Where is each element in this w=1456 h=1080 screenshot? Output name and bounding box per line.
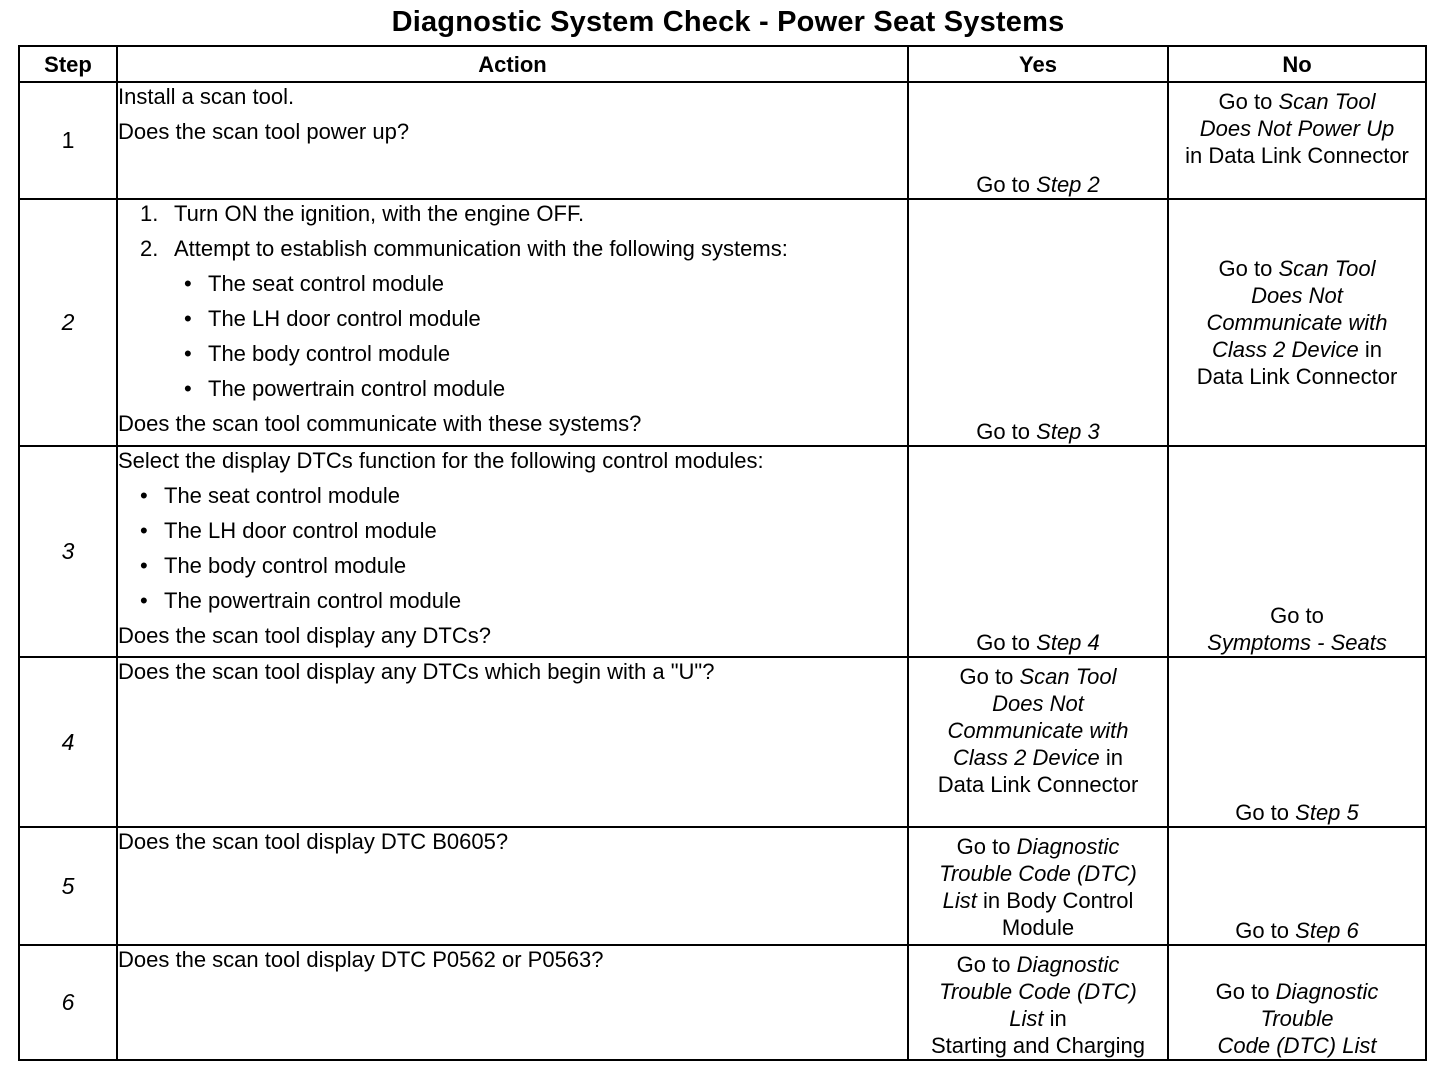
- action-question: Does the scan tool display any DTCs?: [118, 623, 491, 648]
- no-result: Go to Scan Tool: [1218, 256, 1376, 281]
- no-result: Go to: [1270, 603, 1324, 628]
- diagnostic-table: [18, 45, 1427, 1061]
- table-header-row: [19, 46, 1426, 82]
- table-row-step-3: [19, 446, 1426, 657]
- no-link[interactable]: Scan Tool: [1278, 89, 1376, 114]
- action-bullet-item: • The powertrain control module: [140, 588, 462, 613]
- yes-link[interactable]: Does Not: [992, 691, 1084, 716]
- table-row-step-5: [19, 827, 1426, 945]
- no-link[interactable]: Scan Tool: [1278, 256, 1376, 281]
- action-question: Does the scan tool display any DTCs which begin with a "U"?: [118, 659, 715, 684]
- action-question: Does the scan tool communicate with these systems?: [118, 411, 642, 436]
- header-no: No: [1168, 46, 1426, 82]
- yes-link[interactable]: Diagnostic: [1016, 952, 1120, 977]
- no-link[interactable]: Diagnostic: [1275, 979, 1379, 1004]
- action-bullet-item: • The body control module: [184, 341, 451, 366]
- action-instruction: Select the display DTCs function for the following control modules:: [118, 448, 764, 473]
- header-action: Action: [117, 46, 908, 82]
- no-link[interactable]: Step 5: [1295, 800, 1359, 825]
- yes-cell: Go to Diagnostic Trouble Code (DTC) List in Starting and Charging: [908, 945, 1168, 1060]
- action-cell: [117, 82, 908, 199]
- yes-cell: Go to Scan Tool Does Not Communicate with Class 2 Device in Data Link Connector: [908, 657, 1168, 827]
- no-result: Go to Step 5: [1235, 800, 1359, 825]
- no-cell: Go to Scan Tool Does Not Communicate with Class 2 Device in Data Link Connector: [1168, 199, 1426, 446]
- yes-link[interactable]: Step 2: [1036, 172, 1100, 197]
- page-title: Diagnostic System Check - Power Seat Systems: [391, 6, 1065, 38]
- no-location: in Data Link Connector: [1185, 143, 1409, 168]
- yes-location: Data Link Connector: [937, 772, 1139, 797]
- action-question: Does the scan tool power up?: [118, 119, 410, 144]
- step-number: 6: [19, 945, 117, 1060]
- action-bullet-item: • The body control module: [140, 553, 407, 578]
- table-row-step-1: [19, 82, 1426, 199]
- step-number: 2: [19, 199, 117, 446]
- yes-cell: [908, 82, 1168, 199]
- yes-link[interactable]: Step 4: [1036, 630, 1100, 655]
- action-cell: [117, 945, 908, 1060]
- step-number: 3: [19, 446, 117, 657]
- action-numbered-item: 1. Turn ON the ignition, with the engine OFF.: [140, 201, 585, 226]
- no-cell: [1168, 827, 1426, 945]
- no-link[interactable]: Does Not Power Up: [1199, 116, 1395, 141]
- no-link[interactable]: Communicate with: [1206, 310, 1388, 335]
- yes-location: Starting and Charging: [930, 1033, 1146, 1058]
- action-question: Does the scan tool display DTC B0605?: [118, 829, 509, 854]
- yes-link[interactable]: List: [942, 888, 977, 913]
- step-number: 4: [19, 657, 117, 827]
- yes-link[interactable]: Step 3: [1036, 419, 1100, 444]
- step-number: 1: [19, 82, 117, 199]
- action-bullet-item: • The seat control module: [184, 271, 445, 296]
- yes-result: Go to Step 3: [976, 419, 1100, 444]
- action-bullet-item: • The LH door control module: [140, 518, 437, 543]
- yes-link[interactable]: Class 2 Device: [953, 745, 1100, 770]
- no-location: Data Link Connector: [1196, 364, 1398, 389]
- step-number: 5: [19, 827, 117, 945]
- action-cell: [117, 199, 908, 446]
- yes-cell: Go to Diagnostic Trouble Code (DTC) List in Body Control Module: [908, 827, 1168, 945]
- yes-link[interactable]: Diagnostic: [1016, 834, 1120, 859]
- yes-link[interactable]: Trouble Code (DTC): [939, 861, 1137, 886]
- no-link[interactable]: Symptoms - Seats: [1207, 630, 1387, 655]
- no-cell: [1168, 657, 1426, 827]
- no-link[interactable]: Step 6: [1295, 918, 1359, 943]
- action-question: Does the scan tool display DTC P0562 or P0563?: [118, 947, 604, 972]
- yes-result: Go to Diagnostic: [956, 834, 1120, 859]
- no-link[interactable]: Code (DTC) List: [1217, 1033, 1377, 1058]
- action-cell: [117, 446, 908, 657]
- header-yes: Yes: [908, 46, 1168, 82]
- table-row-step-4: [19, 657, 1426, 827]
- no-link[interactable]: Does Not: [1251, 283, 1343, 308]
- table-row-step-6: [19, 945, 1426, 1060]
- no-cell: [1168, 82, 1426, 199]
- yes-link[interactable]: Scan Tool: [1019, 664, 1117, 689]
- action-cell: [117, 827, 908, 945]
- yes-result: Go to Scan Tool: [959, 664, 1117, 689]
- yes-cell: [908, 446, 1168, 657]
- yes-result: Go to Diagnostic: [956, 952, 1120, 977]
- yes-location: Module: [1001, 915, 1075, 940]
- table-row-step-2: [19, 199, 1426, 446]
- no-result: Go to Scan Tool: [1218, 89, 1376, 114]
- action-bullet-item: • The seat control module: [140, 483, 401, 508]
- yes-link[interactable]: Communicate with: [947, 718, 1129, 743]
- no-result: Go to Step 6: [1235, 918, 1359, 943]
- header-step: Step: [19, 46, 117, 82]
- yes-cell: [908, 199, 1168, 446]
- yes-link[interactable]: List: [1009, 1006, 1044, 1031]
- no-link[interactable]: Class 2 Device: [1212, 337, 1359, 362]
- yes-link[interactable]: Trouble Code (DTC): [939, 979, 1137, 1004]
- action-instruction: Install a scan tool.: [118, 84, 295, 109]
- action-cell: [117, 657, 908, 827]
- no-link[interactable]: Trouble: [1260, 1006, 1334, 1031]
- yes-result: Go to Step 2: [976, 172, 1100, 197]
- action-bullet-item: • The powertrain control module: [184, 376, 506, 401]
- no-result: Go to Diagnostic: [1215, 979, 1379, 1004]
- action-bullet-item: • The LH door control module: [184, 306, 481, 331]
- action-numbered-item: 2. Attempt to establish communication with the following systems:: [140, 236, 788, 261]
- no-cell: [1168, 945, 1426, 1060]
- yes-result: Go to Step 4: [976, 630, 1100, 655]
- no-cell: [1168, 446, 1426, 657]
